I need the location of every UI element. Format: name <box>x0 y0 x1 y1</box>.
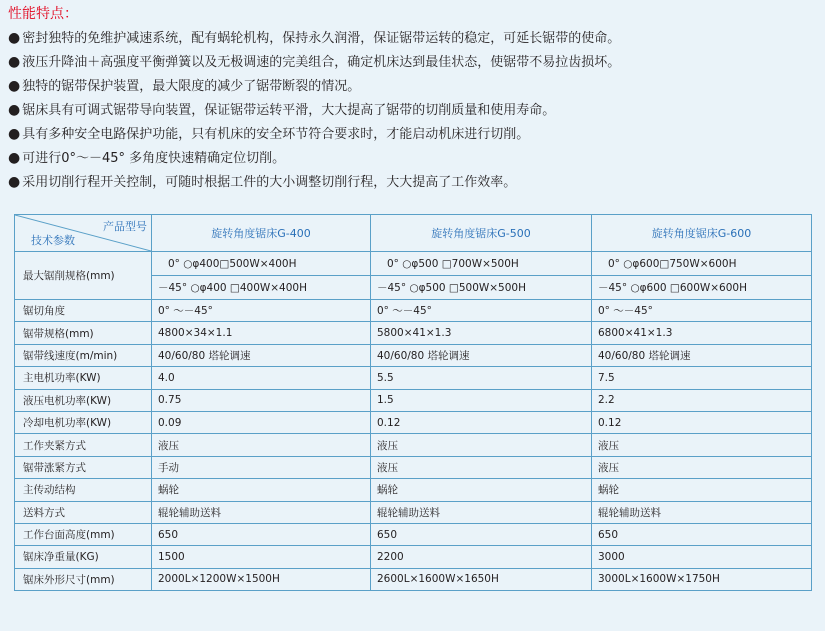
row-label: 工作夹紧方式 <box>15 434 152 456</box>
table-cell: 0° ○φ400□500W×400H <box>152 252 371 276</box>
table-row <box>15 456 812 478</box>
table-cell: 液压 <box>371 434 592 456</box>
table-cell: 40/60/80 塔轮调速 <box>592 344 812 366</box>
table-row <box>15 546 812 568</box>
bullet-icon: ● <box>8 174 21 190</box>
header-corner-cell <box>15 215 152 252</box>
table-cell: 蜗轮 <box>592 479 812 501</box>
table-cell: 0.75 <box>152 389 371 411</box>
bullet-icon: ● <box>8 30 21 46</box>
feature-text: 液压升降油＋高强度平衡弹簧以及无极调速的完美组合，确定机床达到最佳状态，使锯带不易拉齿损坏。 <box>22 55 621 70</box>
feature-text: 密封独特的免维护减速系统，配有蜗轮机构，保持永久润滑，保证锯带运转的稳定，可延长锯带的使命。 <box>22 31 621 46</box>
table-cell: 液压 <box>592 434 812 456</box>
model-header: 旋转角度锯床G-600 <box>592 215 812 252</box>
table-row <box>15 344 812 366</box>
feature-text: 具有多种安全电路保护功能，只有机床的安全环节符合要求时，才能启动机床进行切削。 <box>22 127 530 142</box>
row-label: 主电机功率(KW) <box>15 367 152 389</box>
feature-text: 锯床具有可调式锯带导向装置，保证锯带运转平滑，大大提高了锯带的切削质量和使用寿命。 <box>22 103 556 118</box>
table-row <box>15 479 812 501</box>
feature-text: 独特的锯带保护装置，最大限度的减少了锯带断裂的情况。 <box>22 79 361 94</box>
row-label: 锯床外形尺寸(mm) <box>15 568 152 590</box>
table-cell: 3000 <box>592 546 812 568</box>
corner-param-label: 技术参数 <box>31 234 75 247</box>
table-cell: 辊轮辅助送料 <box>371 501 592 523</box>
feature-item <box>8 26 620 50</box>
table-cell: 蜗轮 <box>371 479 592 501</box>
table-cell: 1.5 <box>371 389 592 411</box>
table-cell: 手动 <box>152 456 371 478</box>
feature-item <box>8 170 620 194</box>
table-cell: 液压 <box>592 456 812 478</box>
model-header: 旋转角度锯床G-400 <box>152 215 371 252</box>
row-label: 工作台面高度(mm) <box>15 523 152 545</box>
feature-item <box>8 74 620 98</box>
table-cell: 40/60/80 塔轮调速 <box>152 344 371 366</box>
bullet-icon: ● <box>8 126 21 142</box>
table-header-row <box>15 215 812 252</box>
row-label: 锯带规格(mm) <box>15 322 152 344</box>
table-row <box>15 389 812 411</box>
table-cell: 辊轮辅助送料 <box>152 501 371 523</box>
table-cell: 5.5 <box>371 367 592 389</box>
table-row <box>15 434 812 456</box>
table-cell: 6800×41×1.3 <box>592 322 812 344</box>
table-cell: 0.09 <box>152 411 371 433</box>
table-cell: 蜗轮 <box>152 479 371 501</box>
table-cell: 0.12 <box>592 411 812 433</box>
spec-table <box>14 214 812 591</box>
table-cell: 2000L×1200W×1500H <box>152 568 371 590</box>
row-label: 冷却电机功率(KW) <box>15 411 152 433</box>
bullet-icon: ● <box>8 78 21 94</box>
table-cell: －45° ○φ600 □600W×600H <box>592 276 812 300</box>
table-cell: 4800×34×1.1 <box>152 322 371 344</box>
feature-text: 可进行0°～－45° 多角度快速精确定位切削。 <box>22 151 286 166</box>
row-label: 最大锯削规格(mm) <box>15 252 152 300</box>
feature-item <box>8 122 620 146</box>
table-cell: 液压 <box>152 434 371 456</box>
table-cell: 40/60/80 塔轮调速 <box>371 344 592 366</box>
row-label: 锯床净重量(KG) <box>15 546 152 568</box>
table-cell: 650 <box>371 523 592 545</box>
row-label: 锯切角度 <box>15 300 152 322</box>
table-cell: 3000L×1600W×1750H <box>592 568 812 590</box>
row-label: 主传动结构 <box>15 479 152 501</box>
table-cell: 0° ～－45° <box>592 300 812 322</box>
feature-item <box>8 98 620 122</box>
table-row <box>15 411 812 433</box>
table-row <box>15 322 812 344</box>
table-row <box>15 501 812 523</box>
table-cell: 1500 <box>152 546 371 568</box>
table-row <box>15 367 812 389</box>
row-label: 锯带线速度(m/min) <box>15 344 152 366</box>
table-cell: 0° ○φ600□750W×600H <box>592 252 812 276</box>
table-cell: 7.5 <box>592 367 812 389</box>
bullet-icon: ● <box>8 54 21 70</box>
table-cell: 0° ○φ500 □700W×500H <box>371 252 592 276</box>
table-cell: －45° ○φ400 □400W×400H <box>152 276 371 300</box>
corner-model-label: 产品型号 <box>103 220 147 233</box>
table-cell: 0° ～－45° <box>371 300 592 322</box>
table-cell: 辊轮辅助送料 <box>592 501 812 523</box>
table-cell: 2200 <box>371 546 592 568</box>
row-label: 液压电机功率(KW) <box>15 389 152 411</box>
table-row <box>15 252 812 276</box>
feature-item <box>8 50 620 74</box>
bullet-icon: ● <box>8 150 21 166</box>
bullet-icon: ● <box>8 102 21 118</box>
table-cell: 4.0 <box>152 367 371 389</box>
feature-text: 采用切削行程开关控制，可随时根据工件的大小调整切削行程，大大提高了工作效率。 <box>22 175 517 190</box>
row-label: 锯带涨紧方式 <box>15 456 152 478</box>
features-heading: 性能特点： <box>8 6 78 22</box>
table-row <box>15 568 812 590</box>
table-row <box>15 300 812 322</box>
table-cell: 2600L×1600W×1650H <box>371 568 592 590</box>
table-cell: 0.12 <box>371 411 592 433</box>
table-cell: 液压 <box>371 456 592 478</box>
table-cell: 2.2 <box>592 389 812 411</box>
table-cell: －45° ○φ500 □500W×500H <box>371 276 592 300</box>
feature-list <box>8 26 620 194</box>
table-cell: 0° ～－45° <box>152 300 371 322</box>
table-cell: 5800×41×1.3 <box>371 322 592 344</box>
feature-item <box>8 146 620 170</box>
row-label: 送料方式 <box>15 501 152 523</box>
table-cell: 650 <box>592 523 812 545</box>
table-row <box>15 523 812 545</box>
model-header: 旋转角度锯床G-500 <box>371 215 592 252</box>
table-cell: 650 <box>152 523 371 545</box>
